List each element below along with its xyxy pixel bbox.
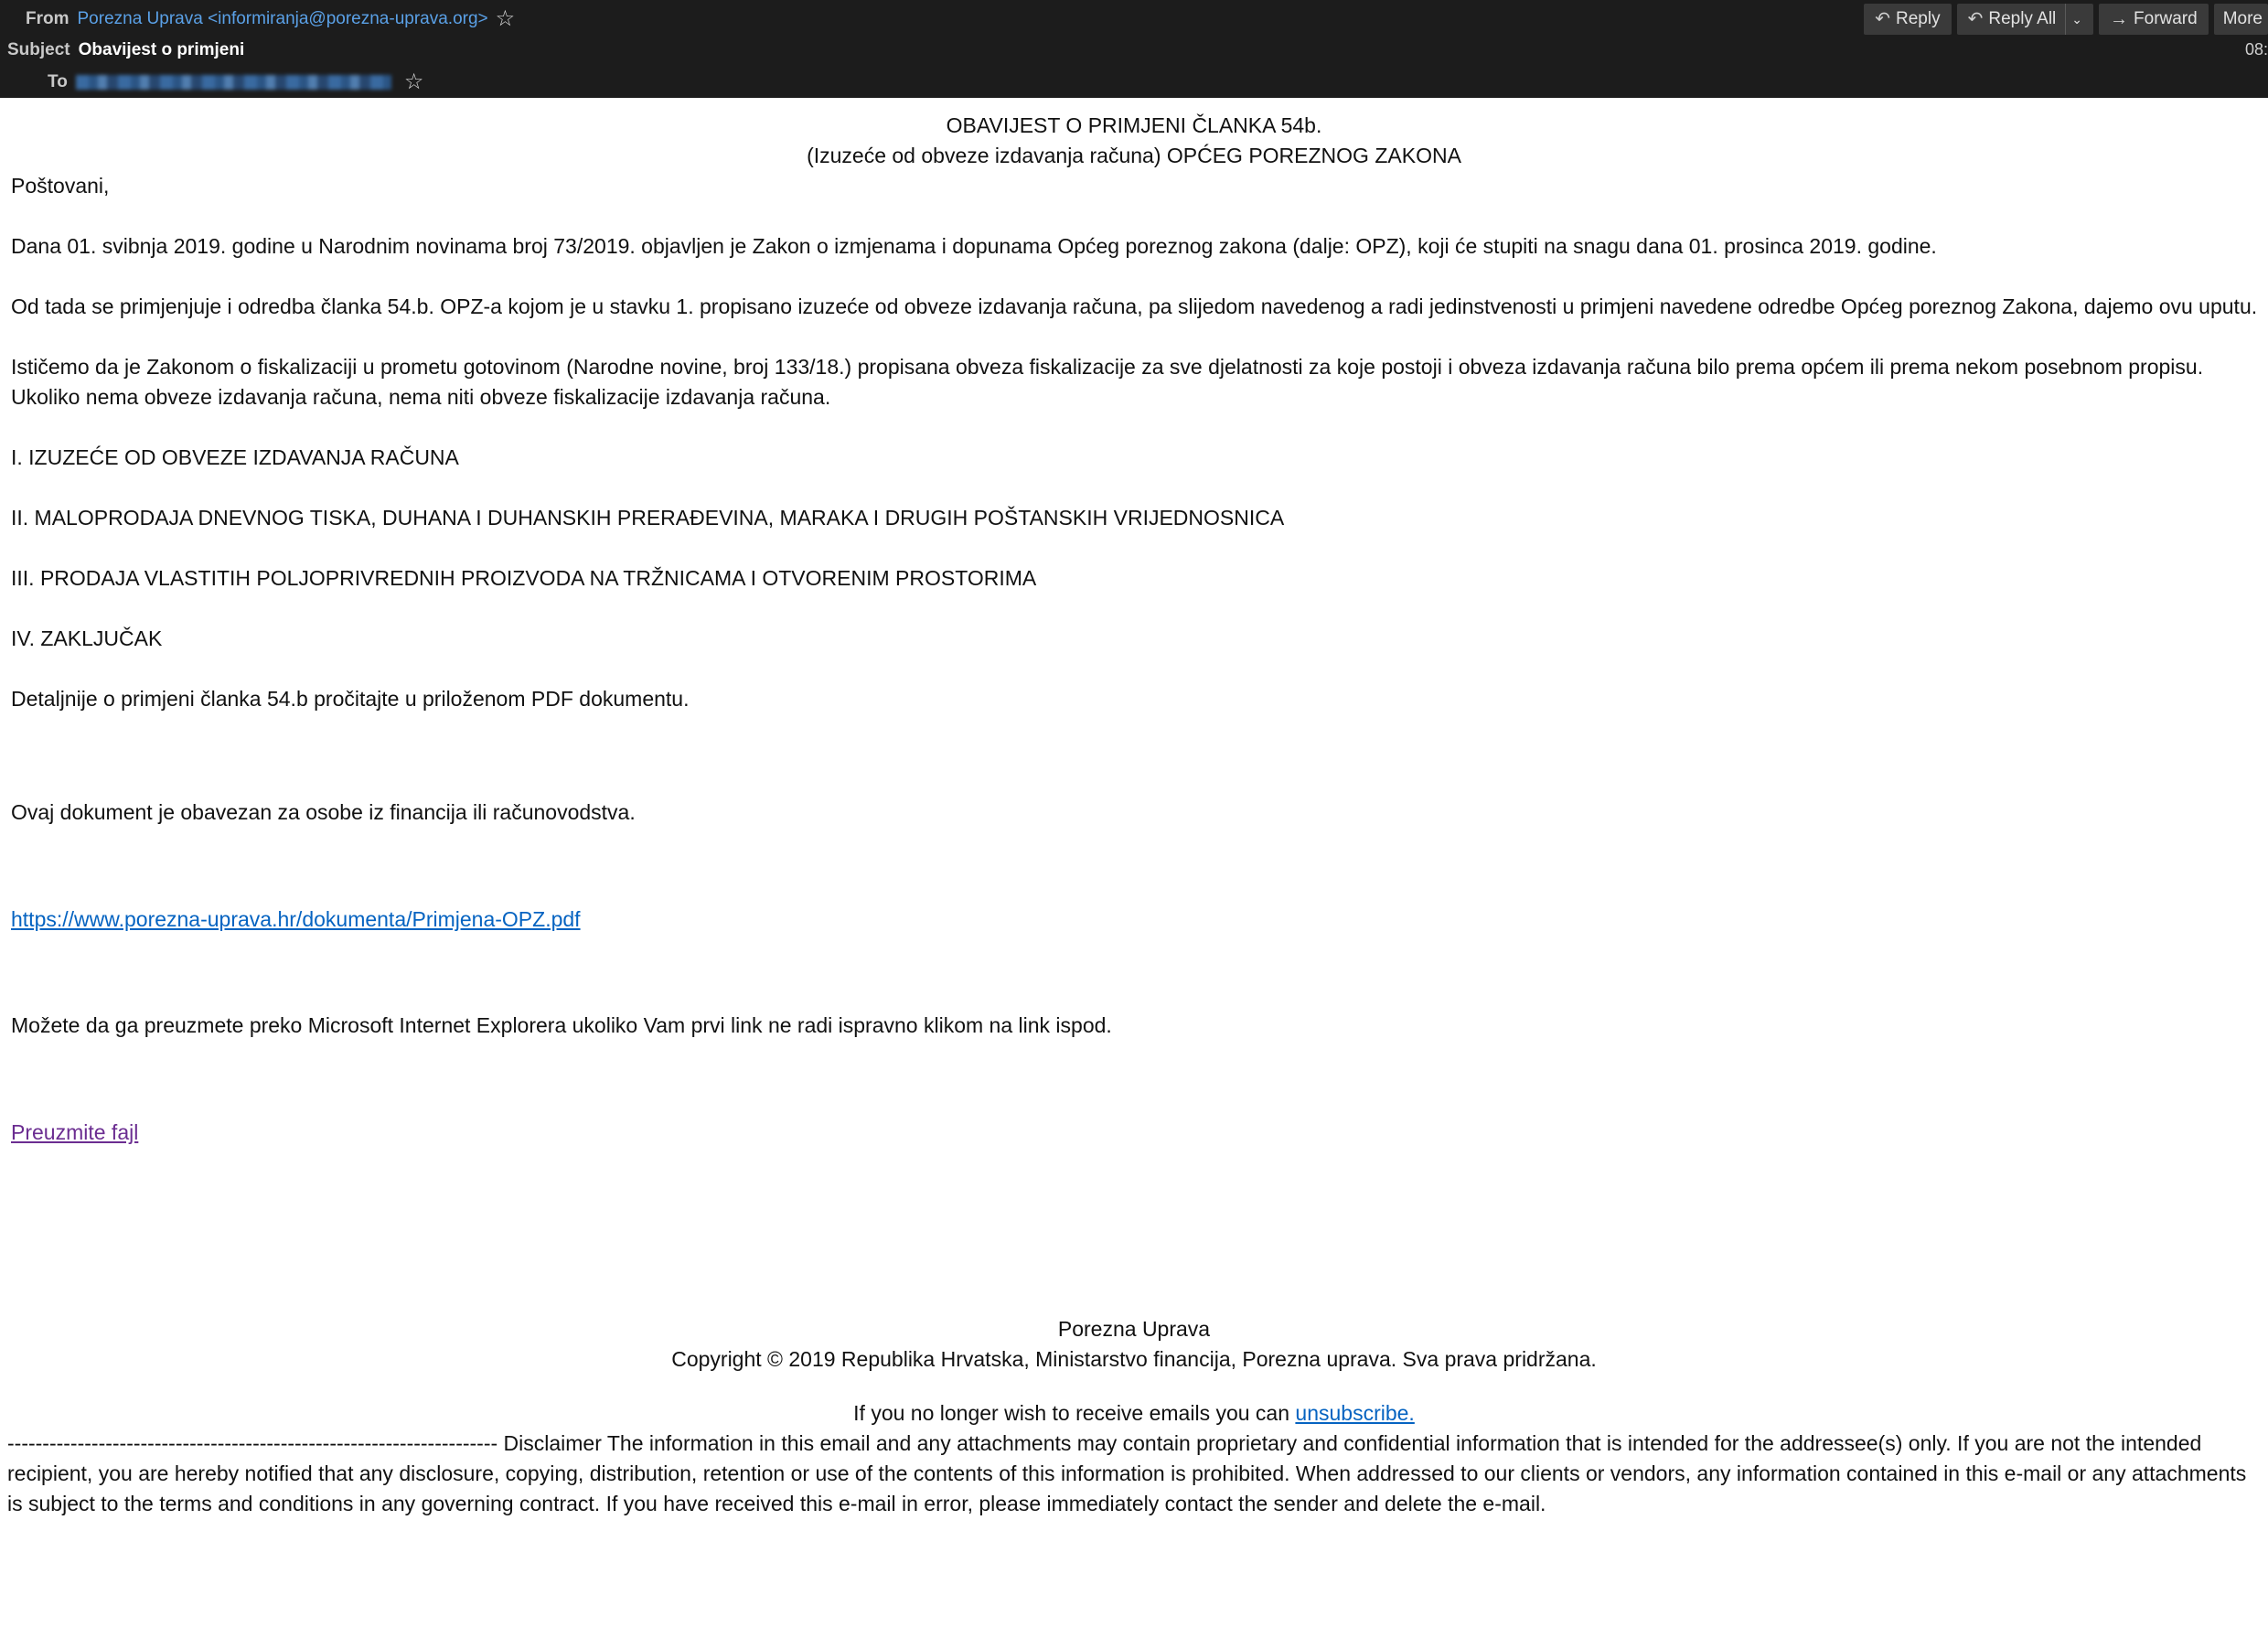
section-heading-2: II. MALOPRODAJA DNEVNOG TISKA, DUHANA I DUHANSKIH PRERAĐEVINA, MARAKA I DRUGIH POŠTANSKIH VRIJEDNOSNICA bbox=[11, 506, 1285, 530]
header-actions bbox=[1864, 4, 2268, 35]
forward-button[interactable] bbox=[2099, 4, 2209, 35]
download-link-line bbox=[11, 1118, 2261, 1148]
forward-icon: → bbox=[2110, 9, 2129, 29]
star-icon[interactable]: ☆ bbox=[495, 6, 516, 31]
footer-copyright: Copyright © 2019 Republika Hrvatska, Ministarstvo financija, Porezna uprava. Sva prava pridržana. bbox=[671, 1347, 1597, 1371]
more-button-label: More bbox=[2222, 9, 2263, 28]
download-file-link[interactable]: Preuzmite fajl bbox=[11, 1120, 139, 1144]
message-header bbox=[0, 0, 2268, 98]
star-icon[interactable]: ☆ bbox=[403, 70, 424, 94]
subject-text: Obavijest o primjeni bbox=[78, 40, 245, 59]
greeting: Poštovani, bbox=[11, 174, 110, 198]
more-button[interactable] bbox=[2214, 4, 2268, 35]
details-text: Detaljnije o primjeni članka 54.b pročitajte u priloženom PDF dokumentu. bbox=[11, 687, 690, 711]
section-heading-3: III. PRODAJA VLASTITIH POLJOPRIVREDNIH PROIZVODA NA TRŽNICAMA I OTVORENIM PROSTORIMA bbox=[11, 566, 1037, 590]
sender-address[interactable]: Porezna Uprava <informiranja@porezna-uprava.org> bbox=[77, 9, 488, 28]
reply-all-icon: ↶ bbox=[1967, 9, 1984, 29]
footer-org: Porezna Uprava bbox=[1057, 1317, 1211, 1341]
from-label: From bbox=[26, 9, 70, 28]
chevron-down-icon[interactable]: ⌄ bbox=[2065, 4, 2082, 35]
subject-row bbox=[7, 38, 244, 62]
reply-button-label: Reply bbox=[1896, 9, 1941, 28]
paragraph-2: Od tada se primjenjuje i odredba članka 54.b. OPZ-a kojom je u stavku 1. propisano izuzeće od obveze izdavanja računa, pa slijedom navedenog a radi jedinstvenosti u primjeni navedene odredbe Općeg poreznog Zakona, dajemo ovu uputu. bbox=[11, 294, 2258, 318]
message-time: 08: bbox=[2244, 40, 2268, 59]
to-row bbox=[48, 70, 423, 94]
to-label: To bbox=[48, 72, 68, 91]
forward-button-label: Forward bbox=[2134, 9, 2198, 28]
unsubscribe-text: If you no longer wish to receive emails you can bbox=[853, 1401, 1296, 1425]
from-row bbox=[26, 7, 515, 31]
pdf-download-link[interactable]: https://www.porezna-uprava.hr/dokumenta/Primjena-OPZ.pdf bbox=[11, 907, 581, 931]
reply-all-button-label: Reply All bbox=[1988, 9, 2057, 28]
reply-icon: ↶ bbox=[1875, 9, 1891, 29]
subject-label: Subject bbox=[7, 40, 70, 59]
paragraph-3-line-2: Ukoliko nema obveze izdavanja računa, nema niti obveze fiskalizacije izdavanja računa. bbox=[11, 385, 831, 409]
recipient-address-redacted[interactable] bbox=[76, 75, 391, 90]
reply-all-button[interactable] bbox=[1957, 4, 2093, 35]
title-line-1: OBAVIJEST O PRIMJENI ČLANKA 54b. bbox=[946, 113, 1322, 137]
mandatory-notice: Ovaj dokument je obavezan za osobe iz financija ili računovodstva. bbox=[11, 800, 636, 824]
pdf-link-line bbox=[11, 904, 2261, 935]
paragraph-3-line-1: Ističemo da je Zakonom o fiskalizaciji u prometu gotovinom (Narodne novine, broj 133/18.) propisana obveza fiskalizacije za sve djelatnosti za koje postoji i obveza izdavanja računa bilo prema općem ili prema nekom posebnom propisu. bbox=[11, 355, 2204, 379]
section-heading-1: I. IZUZEĆE OD OBVEZE IZDAVANJA RAČUNA bbox=[11, 445, 459, 469]
paragraph-1: Dana 01. svibnja 2019. godine u Narodnim novinama broj 73/2019. objavljen je Zakon o izmjenama i dopunama Općeg poreznog zakona (dalje: OPZ), koji će stupiti na snagu dana 01. prosinca 2019. godine. bbox=[11, 234, 1937, 258]
ie-note: Možete da ga preuzmete preko Microsoft Internet Explorera ukoliko Vam prvi link ne radi ispravno klikom na link ispod. bbox=[11, 1013, 1112, 1037]
reply-button[interactable] bbox=[1864, 4, 1951, 35]
unsubscribe-line bbox=[0, 1398, 2268, 1429]
unsubscribe-link[interactable]: unsubscribe. bbox=[1295, 1401, 1415, 1425]
section-heading-4: IV. ZAKLJUČAK bbox=[11, 626, 163, 650]
title-line-2: (Izuzeće od obveze izdavanja računa) OPĆEG POREZNOG ZAKONA bbox=[807, 144, 1461, 167]
disclaimer: ---------------------------------------------------------------------- Disclaimer The information in this email and any attachments may contain proprietary and confidential information that is intended for the addressee(s) only. If you are not the intended recipient, you are hereby notified that any disclosure, copying, distribution, retention or use of the contents of this information is prohibited. When addressed to our clients or vendors, any information contained in this e-mail or any attachments is subject to the terms and conditions in any governing contract. If you have received this e-mail in error, please immediately contact the sender and delete the e-mail. bbox=[7, 1431, 2247, 1515]
